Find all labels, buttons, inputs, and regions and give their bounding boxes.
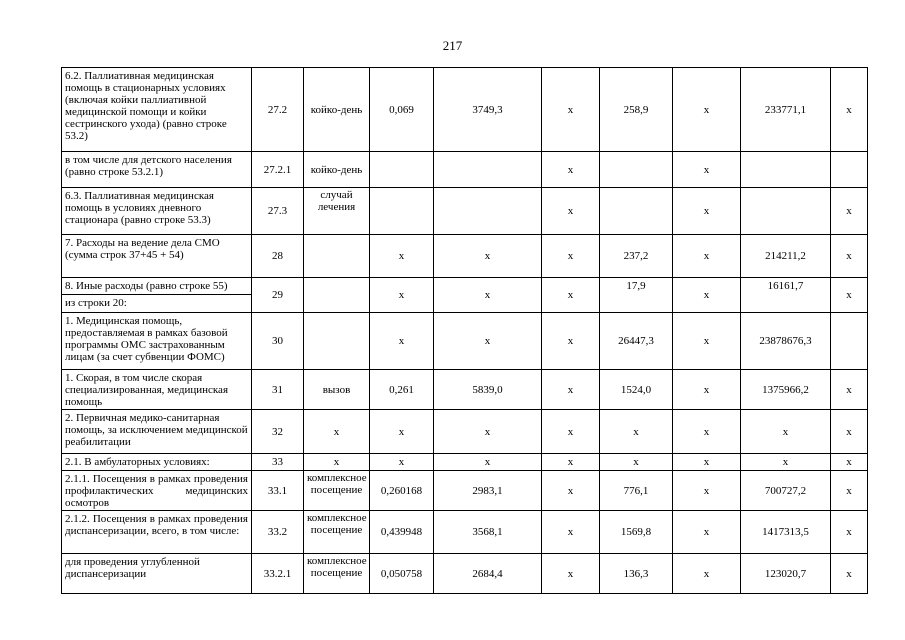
row-code: 27.2.1 bbox=[252, 152, 304, 188]
table-row bbox=[62, 410, 868, 454]
row-cell: x bbox=[831, 511, 868, 554]
row-name: 8. Иные расходы (равно строке 55) bbox=[62, 278, 252, 295]
row-per-capita: x bbox=[600, 410, 673, 454]
row-per-capita: 237,2 bbox=[600, 235, 673, 278]
row-norm: 0,260168 bbox=[370, 471, 434, 511]
row-cell: x bbox=[831, 278, 868, 313]
row-cell: x bbox=[673, 313, 741, 370]
table-row bbox=[62, 370, 868, 410]
row-cost: 2983,1 bbox=[434, 471, 542, 511]
row-cell: x bbox=[673, 511, 741, 554]
row-cell: x bbox=[542, 410, 600, 454]
row-name: 1. Медицинская помощь, предоставляемая в рамках базовой программы ОМС застрахованным лицам (за счет субвенции ФОМС) bbox=[62, 313, 252, 370]
row-cost: x bbox=[434, 454, 542, 471]
row-code: 27.2 bbox=[252, 68, 304, 152]
row-cell: x bbox=[831, 454, 868, 471]
table-row bbox=[62, 454, 868, 471]
row-total: 123020,7 bbox=[741, 554, 831, 594]
row-cell: x bbox=[542, 313, 600, 370]
row-cost: x bbox=[434, 235, 542, 278]
row-cell: x bbox=[673, 152, 741, 188]
row-norm bbox=[370, 152, 434, 188]
row-cell: x bbox=[673, 370, 741, 410]
row-unit: случай лечения bbox=[304, 188, 370, 235]
row-unit: койко-день bbox=[304, 68, 370, 152]
row-cell: x bbox=[542, 278, 600, 313]
row-total bbox=[741, 188, 831, 235]
row-cell: x bbox=[542, 152, 600, 188]
table-row bbox=[62, 313, 868, 370]
row-cell: x bbox=[673, 68, 741, 152]
row-total: 700727,2 bbox=[741, 471, 831, 511]
row-code: 33.2.1 bbox=[252, 554, 304, 594]
row-name: 2.1.1. Посещения в рамках проведения профилактических медицинских осмотров bbox=[62, 471, 252, 511]
row-per-capita: 136,3 bbox=[600, 554, 673, 594]
row-cell: x bbox=[831, 68, 868, 152]
row-per-capita: 258,9 bbox=[600, 68, 673, 152]
table-row bbox=[62, 471, 868, 511]
table-row bbox=[62, 188, 868, 235]
row-cost: 3749,3 bbox=[434, 68, 542, 152]
row-name: 2.1. В амбулаторных условиях: bbox=[62, 454, 252, 471]
row-cell: x bbox=[542, 235, 600, 278]
row-cost bbox=[434, 188, 542, 235]
row-cost: 5839,0 bbox=[434, 370, 542, 410]
row-norm: 0,050758 bbox=[370, 554, 434, 594]
row-unit: комплексное посещение bbox=[304, 511, 370, 554]
row-cell: x bbox=[542, 554, 600, 594]
row-per-capita bbox=[600, 152, 673, 188]
row-unit: x bbox=[304, 410, 370, 454]
row-norm: 0,261 bbox=[370, 370, 434, 410]
row-cell bbox=[831, 152, 868, 188]
row-cost bbox=[434, 152, 542, 188]
data-table bbox=[61, 67, 868, 594]
row-cell: x bbox=[542, 68, 600, 152]
row-cell: x bbox=[542, 370, 600, 410]
table-row bbox=[62, 152, 868, 188]
row-unit: койко-день bbox=[304, 152, 370, 188]
row-total: 1375966,2 bbox=[741, 370, 831, 410]
row-cell: x bbox=[673, 410, 741, 454]
row-norm: x bbox=[370, 235, 434, 278]
row-cell: x bbox=[831, 410, 868, 454]
row-total: x bbox=[741, 454, 831, 471]
row-cell: x bbox=[542, 454, 600, 471]
row-per-capita: 26447,3 bbox=[600, 313, 673, 370]
row-norm bbox=[370, 188, 434, 235]
row-code: 33.1 bbox=[252, 471, 304, 511]
row-norm: 0,439948 bbox=[370, 511, 434, 554]
row-norm: x bbox=[370, 313, 434, 370]
row-code: 31 bbox=[252, 370, 304, 410]
row-total: 16161,7 bbox=[741, 278, 831, 313]
row-norm: x bbox=[370, 278, 434, 313]
row-cell: x bbox=[542, 511, 600, 554]
row-cell: x bbox=[673, 454, 741, 471]
row-unit: комплексное посещение bbox=[304, 554, 370, 594]
table-row bbox=[62, 554, 868, 594]
row-cell: x bbox=[831, 471, 868, 511]
row-total: x bbox=[741, 410, 831, 454]
row-cell: x bbox=[831, 554, 868, 594]
row-cost: 3568,1 bbox=[434, 511, 542, 554]
row-norm: x bbox=[370, 410, 434, 454]
row-total bbox=[741, 152, 831, 188]
row-unit: x bbox=[304, 454, 370, 471]
row-total: 233771,1 bbox=[741, 68, 831, 152]
row-per-capita: x bbox=[600, 454, 673, 471]
row-name: 6.3. Паллиативная медицинская помощь в условиях дневного стационара (равно строке 53.3) bbox=[62, 188, 252, 235]
row-code: 33 bbox=[252, 454, 304, 471]
row-unit: вызов bbox=[304, 370, 370, 410]
row-cell: x bbox=[673, 278, 741, 313]
row-cell: x bbox=[673, 235, 741, 278]
row-code: 32 bbox=[252, 410, 304, 454]
row-name: для проведения углубленной диспансеризации bbox=[62, 554, 252, 594]
row-per-capita: 17,9 bbox=[600, 278, 673, 313]
row-cell: x bbox=[831, 188, 868, 235]
row-total: 23878676,3 bbox=[741, 313, 831, 370]
table-row bbox=[62, 68, 868, 152]
row-name-sub: из строки 20: bbox=[62, 295, 252, 313]
row-cell: x bbox=[831, 370, 868, 410]
row-name: в том числе для детского населения (равно строке 53.2.1) bbox=[62, 152, 252, 188]
row-name: 2. Первичная медико-санитарная помощь, за исключением медицинской реабилитации bbox=[62, 410, 252, 454]
row-unit bbox=[304, 313, 370, 370]
row-cell bbox=[831, 313, 868, 370]
row-cost: 2684,4 bbox=[434, 554, 542, 594]
row-cell: x bbox=[831, 235, 868, 278]
row-per-capita: 776,1 bbox=[600, 471, 673, 511]
row-name: 2.1.2. Посещения в рамках проведения диспансеризации, всего, в том числе: bbox=[62, 511, 252, 554]
row-per-capita: 1569,8 bbox=[600, 511, 673, 554]
table-row bbox=[62, 278, 868, 295]
row-code: 28 bbox=[252, 235, 304, 278]
row-cell: x bbox=[673, 554, 741, 594]
row-cell: x bbox=[673, 188, 741, 235]
row-name: 6.2. Паллиативная медицинская помощь в стационарных условиях (включая койки паллиативной медицинской помощи и койки сестринского ухода) (равно строке 53.2) bbox=[62, 68, 252, 152]
row-total: 1417313,5 bbox=[741, 511, 831, 554]
row-norm: x bbox=[370, 454, 434, 471]
row-name: 7. Расходы на ведение дела СМО (сумма строк 37+45 + 54) bbox=[62, 235, 252, 278]
row-cell: x bbox=[673, 471, 741, 511]
row-code: 27.3 bbox=[252, 188, 304, 235]
row-code: 33.2 bbox=[252, 511, 304, 554]
row-name: 1. Скорая, в том числе скорая специализированная, медицинская помощь bbox=[62, 370, 252, 410]
row-cost: x bbox=[434, 410, 542, 454]
row-unit bbox=[304, 235, 370, 278]
table-row bbox=[62, 511, 868, 554]
row-cost: x bbox=[434, 278, 542, 313]
row-cell: x bbox=[542, 471, 600, 511]
row-unit bbox=[304, 278, 370, 313]
row-unit: комплексное посещение bbox=[304, 471, 370, 511]
row-code: 30 bbox=[252, 313, 304, 370]
row-norm: 0,069 bbox=[370, 68, 434, 152]
table-row bbox=[62, 235, 868, 278]
row-code: 29 bbox=[252, 278, 304, 313]
row-per-capita bbox=[600, 188, 673, 235]
row-cost: x bbox=[434, 313, 542, 370]
row-total: 214211,2 bbox=[741, 235, 831, 278]
row-per-capita: 1524,0 bbox=[600, 370, 673, 410]
row-cell: x bbox=[542, 188, 600, 235]
page-number: 217 bbox=[442, 38, 463, 53]
